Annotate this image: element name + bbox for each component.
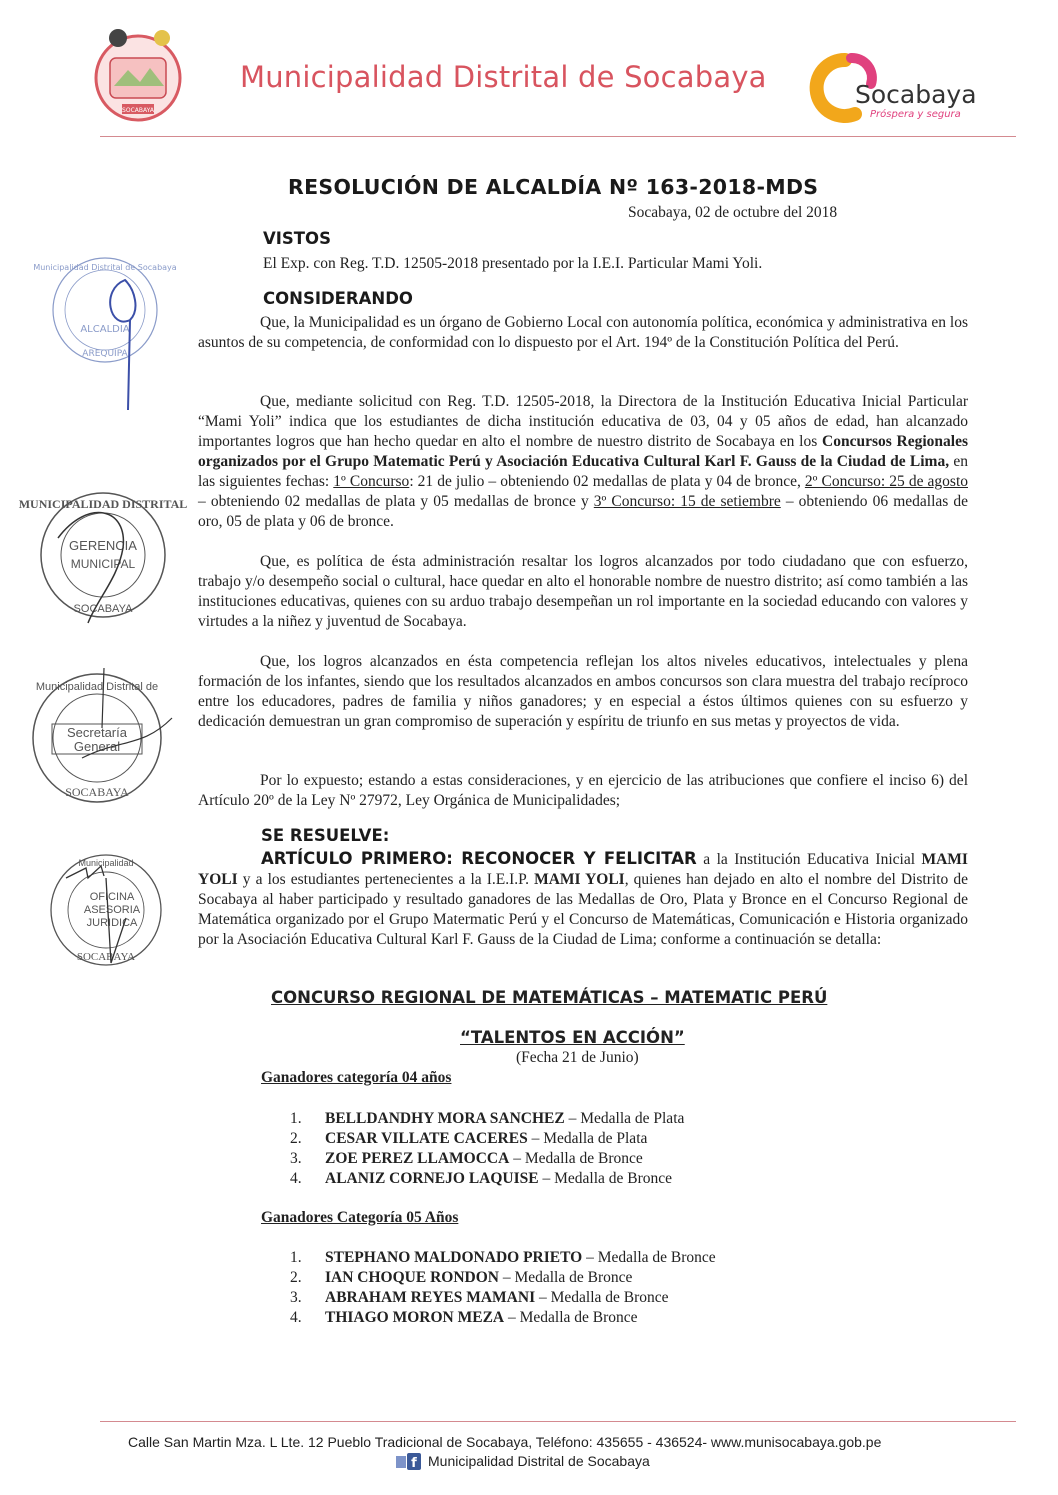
alcaldia-stamp-bottom-text: AREQUIPA [82, 349, 128, 359]
list-number: 2. [290, 1130, 302, 1147]
contest-date: (Fecha 21 de Junio) [516, 1049, 639, 1066]
winner-medal: – Medalla de Plata [527, 1130, 648, 1147]
winner-name: THIAGO MORON MEZA [325, 1309, 505, 1326]
resuelve-heading: SE RESUELVE: [261, 826, 390, 845]
category-04-label: Ganadores categoría 04 años [261, 1069, 452, 1086]
header-divider [100, 136, 1016, 137]
municipality-name: Municipalidad Distrital de Socabaya [240, 60, 767, 94]
considerando-heading: CONSIDERANDO [263, 289, 413, 308]
list-item [290, 1288, 716, 1308]
gerencia-stamp [18, 488, 188, 623]
list-number: 4. [290, 1170, 302, 1187]
category-04-winners [290, 1109, 684, 1189]
considerando-paragraph-1: Que, la Municipalidad es un órgano de Gobierno Local con autonomía política, económica y administrativa en los asuntos de su competencia, de conformidad con lo dispuesto por el Art. 194º de la Constitución Política del Perú. [198, 314, 968, 351]
list-number: 3. [290, 1150, 302, 1167]
asesoria-stamp-ring-text: Municipalidad [78, 858, 134, 868]
list-item [290, 1248, 716, 1268]
alcaldia-stamp [33, 250, 177, 370]
asesoria-stamp-line1: OFICINA [89, 891, 135, 903]
list-item [290, 1308, 716, 1328]
gerencia-stamp-line1: GERENCIA [69, 538, 137, 553]
footer-divider [100, 1421, 1016, 1422]
secretaria-stamp-line2: General [73, 739, 121, 754]
list-number: 2. [290, 1269, 302, 1286]
municipal-crest-logo [92, 24, 184, 132]
p2-contest-1: 1º Concurso [333, 473, 410, 490]
category-05-winners [290, 1248, 716, 1328]
list-item [290, 1268, 716, 1288]
winner-name: STEPHANO MALDONADO PRIETO [325, 1249, 583, 1266]
asesoria-stamp-line2: ASESORIA [83, 904, 141, 916]
p2-contest-3-result: – obteniendo 06 medallas de oro, 05 de plata y 06 de bronce. [198, 493, 968, 530]
winner-name: CESAR VILLATE CACERES [325, 1130, 528, 1147]
winner-name: IAN CHOQUE RONDON [325, 1269, 499, 1286]
asesoria-stamp [46, 848, 166, 973]
asesoria-stamp-line3: JURIDICA [86, 917, 138, 929]
list-item [290, 1169, 684, 1189]
winner-medal: – Medalla de Bronce [498, 1269, 633, 1286]
considerando-paragraph-4: Que, los logros alcanzados en ésta competencia reflejan los altos niveles educativos, intelectuales y plena formación de los infantes, siendo que los resultados alcanzados en ambos concursos son clara muestra del trabajo recíproco entre los educadores, padres de familia y niños ganadores; y en especial a éstos últimos quienes con su esfuerzo y dedicación demuestran un gran compromiso de superación y espíritu de triunfo en sus metas y proyectos de vida. [198, 653, 968, 730]
winner-medal: – Medalla de Bronce [538, 1170, 673, 1187]
p2-contest-2: 2º Concurso: 25 de agosto [804, 473, 968, 490]
institution-name-2: MAMI YOLI [534, 871, 625, 888]
gerencia-stamp-ring-text: MUNICIPALIDAD DISTRITAL [18, 497, 188, 511]
winner-name: BELLDANDHY MORA SANCHEZ [325, 1110, 565, 1127]
articulo-primero-heading: ARTÍCULO PRIMERO: RECONOCER Y FELICITAR [261, 849, 697, 868]
articulo-primero [198, 849, 968, 950]
winner-medal: – Medalla de Plata [564, 1110, 685, 1127]
contest-title: CONCURSO REGIONAL DE MATEMÁTICAS – MATEMATIC PERÚ [271, 988, 828, 1007]
brand-name: Socabaya [855, 80, 977, 109]
svg-text:f: f [411, 1456, 417, 1471]
vistos-text: El Exp. con Reg. T.D. 12505-2018 presentado por la I.E.I. Particular Mami Yoli. [263, 255, 763, 272]
articulo-text-c: , quienes han dejado en alto el nombre del Distrito de Socabaya al haber participado y resultado ganadores de las Medallas de Oro, Plata y Bronce en el Concurso Regional de Matemática organizado por el Grupo Matermatic Perú y el Concurso de Matemáticas, Comunicación e Historia organizado por la Asociación Educativa Cultural Karl F. Gauss de la Ciudad de Lima; conforme a continuación se detalla: [198, 871, 968, 948]
list-item [290, 1149, 684, 1169]
resolution-title: RESOLUCIÓN DE ALCALDÍA Nº 163-2018-MDS [288, 175, 819, 199]
p2-intro: Que, mediante solicitud con Reg. T.D. 12505-2018, la Directora de la Institución Educativa Inicial Particular “Mami Yoli” indica que los estudiantes de dicha institución educativa de 03, 04 y 05 años de edad, han alcanzado importantes logros que han hecho quedar en alto el nombre de nuestro distrito de Socabaya en los [198, 393, 968, 450]
list-number: 1. [290, 1110, 302, 1127]
winner-medal: – Medalla de Bronce [509, 1150, 643, 1167]
secretaria-stamp-ring-text: Municipalidad Distrital de [35, 681, 159, 693]
list-item [290, 1109, 684, 1129]
considerando-paragraph-2 [198, 392, 968, 532]
secretaria-stamp-bottom-text: SOCABAYA [65, 785, 129, 799]
alcaldia-stamp-middle-text: ALCALDIA [80, 324, 130, 335]
winner-medal: – Medalla de Bronce [582, 1249, 716, 1266]
p2-contest-1-result: : 21 de julio – obteniendo 02 medallas de plata y 04 de bronce, [409, 473, 805, 490]
considerando-paragraph-3: Que, es política de ésta administración resaltar los logros alcanzados por todo ciudadano que con esfuerzo, trabajo y/o desempeño social o cultural, hace quedar en alto el honorable nombre de nuestro distrito; así como también a las instituciones educativas, quienes con su arduo trabajo desempeñan un rol importante en la sociedad educando con valores y virtudes a la niñez y juventud de Socabaya. [198, 553, 968, 630]
asesoria-stamp-bottom-text: SOCABAYA [76, 951, 136, 963]
facebook-icon [396, 1453, 421, 1470]
p2-dates-intro: en las siguientes fechas: [198, 453, 968, 490]
category-05-label: Ganadores Categoría 05 Años [261, 1209, 459, 1226]
secretaria-stamp-line1: Secretaría [67, 725, 127, 740]
winner-medal: – Medalla de Bronce [535, 1289, 669, 1306]
secretaria-stamp [22, 668, 172, 808]
winner-name: ABRAHAM REYES MAMANI [325, 1289, 536, 1306]
alcaldia-stamp-top-text: Municipalidad Distrital de Socabaya [33, 263, 177, 272]
contest-subtitle: “TALENTOS EN ACCIÓN” [460, 1028, 685, 1047]
crest-text: SOCABAYA [122, 107, 154, 114]
p2-contest-3: 3º Concurso: 15 de setiembre [593, 493, 781, 510]
winner-name: ALANIZ CORNEJO LAQUISE [325, 1170, 539, 1187]
p2-bold-organizers: Concursos Regionales organizados por el Grupo Matematic Perú y Asociación Educativa Cultural Karl F. Gauss de la Ciudad de Lima, [198, 433, 968, 470]
articulo-text-b: y a los estudiantes pertenecientes a la I.E.I.P. [237, 871, 535, 888]
footer-facebook[interactable]: Municipalidad Distrital de Socabaya [428, 1453, 650, 1469]
p2-contest-2-result: – obteniendo 02 medallas de plata y 05 medallas de bronce y [198, 493, 594, 510]
brand-tagline: Próspera y segura [870, 109, 961, 120]
footer-address: Calle San Martin Mza. L Lte. 12 Pueblo Tradicional de Socabaya, Teléfono: 435655 - 436524- www.munisocabaya.gob.pe [128, 1434, 882, 1450]
list-item [290, 1129, 684, 1149]
winner-name: ZOE PEREZ LLAMOCCA [325, 1150, 510, 1167]
list-number: 4. [290, 1309, 302, 1326]
winner-medal: – Medalla de Bronce [504, 1309, 638, 1326]
vistos-heading: VISTOS [263, 229, 331, 248]
resolution-date: Socabaya, 02 de octubre del 2018 [628, 204, 838, 221]
institution-name: MAMI YOLI [198, 851, 968, 888]
considerando-paragraph-5: Por lo expuesto; estando a estas consideraciones, y en ejercicio de las atribuciones que confiere el inciso 6) del Artículo 20º de la Ley Nº 27972, Ley Orgánica de Municipalidades; [198, 772, 968, 809]
gerencia-stamp-line2: MUNICIPAL [70, 557, 136, 571]
gerencia-stamp-bottom-text: SOCABAYA [73, 603, 133, 615]
list-number: 3. [290, 1289, 302, 1306]
list-number: 1. [290, 1249, 302, 1266]
articulo-text-a: a la Institución Educativa Inicial [696, 851, 922, 868]
